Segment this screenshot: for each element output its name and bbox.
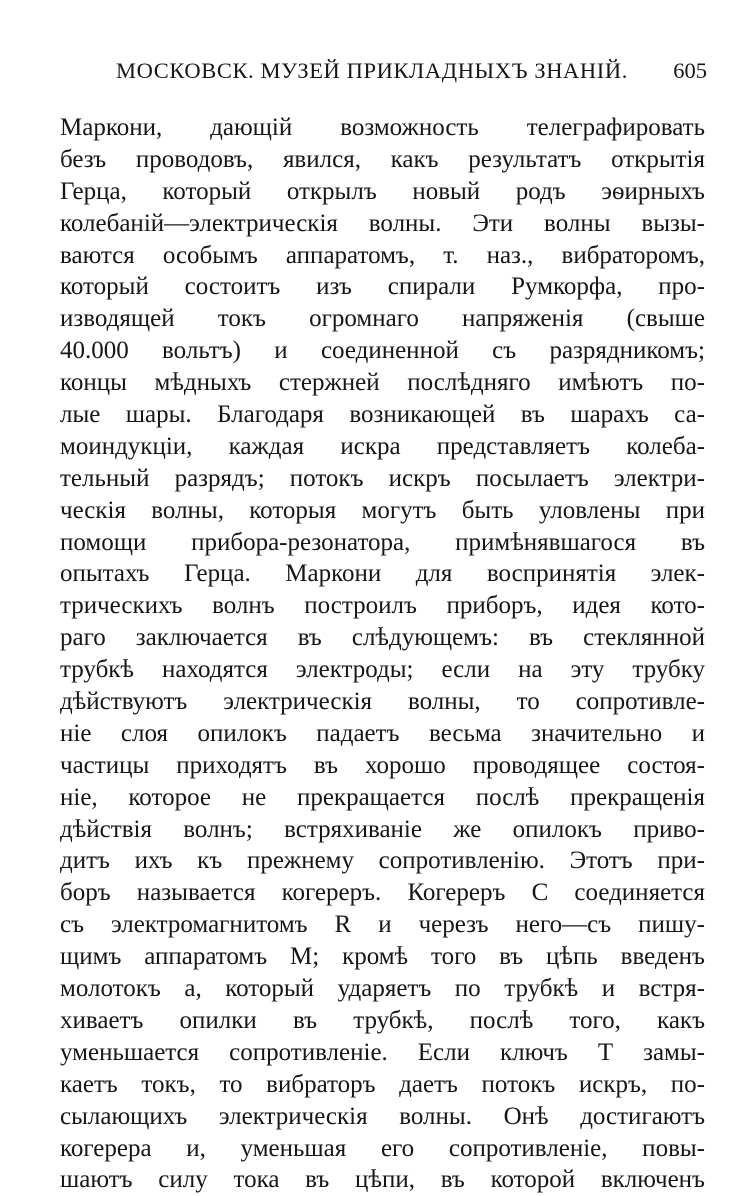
text-line: безъ проводовъ, явился, какъ результатъ открытія (60, 145, 705, 173)
text-line: щимъ аппаратомъ М; кромѣ того въ цѣпь введенъ (60, 943, 705, 971)
text-line: ніе слоя опилокъ падаетъ весьма значительно и (60, 719, 705, 747)
text-line: 40.000 вольтъ) и соединенной съ разрядникомъ; (60, 337, 705, 365)
text-line: уменьшается сопротивленіе. Если ключъ Т замы- (60, 1038, 705, 1066)
text-line: хиваетъ опилки въ трубкѣ, послѣ того, какъ (60, 1006, 705, 1034)
text-line: шаютъ силу тока въ цѣпи, въ которой включенъ (60, 1166, 705, 1194)
text-line: боръ называется когереръ. Когереръ С соединяется (60, 879, 705, 907)
text-line: дитъ ихъ къ прежнему сопротивленію. Этотъ при- (60, 847, 705, 875)
text-line: дѣйствія волнъ; встряхиваніе же опилокъ приво- (60, 815, 705, 843)
running-title: МОСКОВСК. МУЗЕЙ ПРИКЛАДНЫХЪ ЗНАНІЙ. (116, 58, 628, 83)
text-line: изводящей токъ огромнаго напряженія (свыше (60, 305, 705, 333)
text-line: помощи прибора-резонатора, примѣнявшагося въ (60, 528, 705, 556)
text-line: который состоитъ изъ спирали Румкорфа, про- (60, 273, 705, 301)
text-line: ніе, которое не прекращается послѣ прекращенія (60, 783, 705, 811)
text-line: тельный разрядъ; потокъ искръ посылаетъ электри- (60, 464, 705, 492)
text-line: каетъ токъ, то вибраторъ даетъ потокъ искръ, по- (60, 1070, 705, 1098)
text-line: Маркони, дающій возможность телеграфировать (60, 114, 705, 141)
text-line: моиндукціи, каждая искра представляетъ колеба- (60, 432, 705, 460)
text-line: лые шары. Благодаря возникающей въ шарахъ са- (60, 401, 705, 429)
text-line: Герца, который открылъ новый родъ эѳирныхъ (60, 177, 705, 205)
text-line: ваются особымъ аппаратомъ, т. наз., вибраторомъ, (60, 241, 705, 269)
text-line: дѣйствуютъ электрическія волны, то сопротивле- (60, 688, 705, 716)
text-line: трическихъ волнъ построилъ приборъ, идея кото- (60, 592, 705, 620)
text-line: трубкѣ находятся электроды; если на эту трубку (60, 656, 705, 684)
text-line: ческія волны, которыя могутъ быть уловлены при (60, 496, 705, 524)
text-line: раго заключается въ слѣдующемъ: въ стеклянной (60, 624, 705, 652)
page-number: 605 (673, 58, 707, 83)
text-line: колебаній—электрическія волны. Эти волны вызы- (60, 209, 705, 237)
text-line: частицы приходятъ въ хорошо проводящее состоя- (60, 751, 705, 779)
text-line: молотокъ а, который ударяетъ по трубкѣ и встря- (60, 975, 705, 1003)
text-line: съ электромагнитомъ R и черезъ него—съ пишу- (60, 911, 705, 939)
text-line: концы мѣдныхъ стержней послѣдняго имѣютъ по- (60, 369, 705, 397)
body-text (60, 112, 705, 1196)
text-line: сылающихъ электрическія волны. Онѣ достигаютъ (60, 1102, 705, 1130)
text-line: когерера и, уменьшая его сопротивленіе, повы- (60, 1134, 705, 1162)
running-head (0, 58, 731, 88)
text-line: опытахъ Герца. Маркони для воспринятія элек- (60, 560, 705, 588)
